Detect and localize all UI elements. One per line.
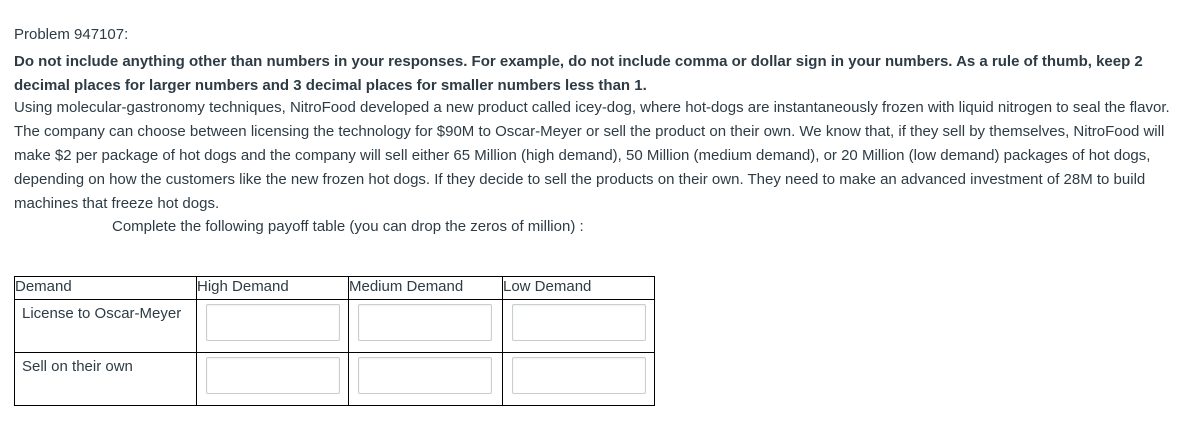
problem-body: Using molecular-gastronomy techniques, NitroFood developed a new product called icey-dog, where hot-dogs are instantaneously frozen with liquid nitrogen to seal the flavor. The company can choose between licensing the technology for $90M to Oscar-Meyer or sell the product on their own. We know that, if they sell by themselves, NitroFood will make $2 per package of hot dogs and the company will sell either 65 Million (high demand), 50 Million (medium demand), or 20 Million (low demand) packages of hot dogs, depending on how the customers like the new frozen hot dogs. If they decide to sell the products on their own. They need to make an advanced investment of 28M to build machines that freeze hot dogs.: [14, 99, 1170, 212]
cell-sell-high: [197, 353, 349, 406]
cell-sell-low: [503, 353, 655, 406]
table-row-sell: [15, 353, 655, 406]
table-prompt: Complete the following payoff table (you can drop the zeros of million) :: [112, 218, 584, 235]
sell-medium-input[interactable]: [358, 357, 492, 394]
license-medium-input[interactable]: [358, 304, 492, 341]
table-row-license: [15, 300, 655, 353]
row-label-sell: Sell on their own: [15, 353, 197, 406]
payoff-table: [14, 276, 655, 406]
header-demand: Demand: [15, 277, 197, 300]
problem-instructions: Do not include anything other than numbers in your responses. For example, do not include comma or dollar sign in your numbers. As a rule of thumb, keep 2 decimal places for larger numbers and 3 decimal places for smaller numbers less than 1.: [14, 53, 1143, 94]
license-high-input[interactable]: [206, 304, 340, 341]
header-medium-demand: Medium Demand: [349, 277, 503, 300]
table-header-row: [15, 277, 655, 300]
cell-sell-medium: [349, 353, 503, 406]
header-high-demand: High Demand: [197, 277, 349, 300]
cell-license-high: [197, 300, 349, 353]
sell-low-input[interactable]: [512, 357, 646, 394]
header-low-demand: Low Demand: [503, 277, 655, 300]
sell-high-input[interactable]: [206, 357, 340, 394]
license-low-input[interactable]: [512, 304, 646, 341]
row-label-license: License to Oscar-Meyer: [15, 300, 197, 353]
cell-license-low: [503, 300, 655, 353]
cell-license-medium: [349, 300, 503, 353]
problem-title: Problem 947107:: [14, 26, 129, 43]
